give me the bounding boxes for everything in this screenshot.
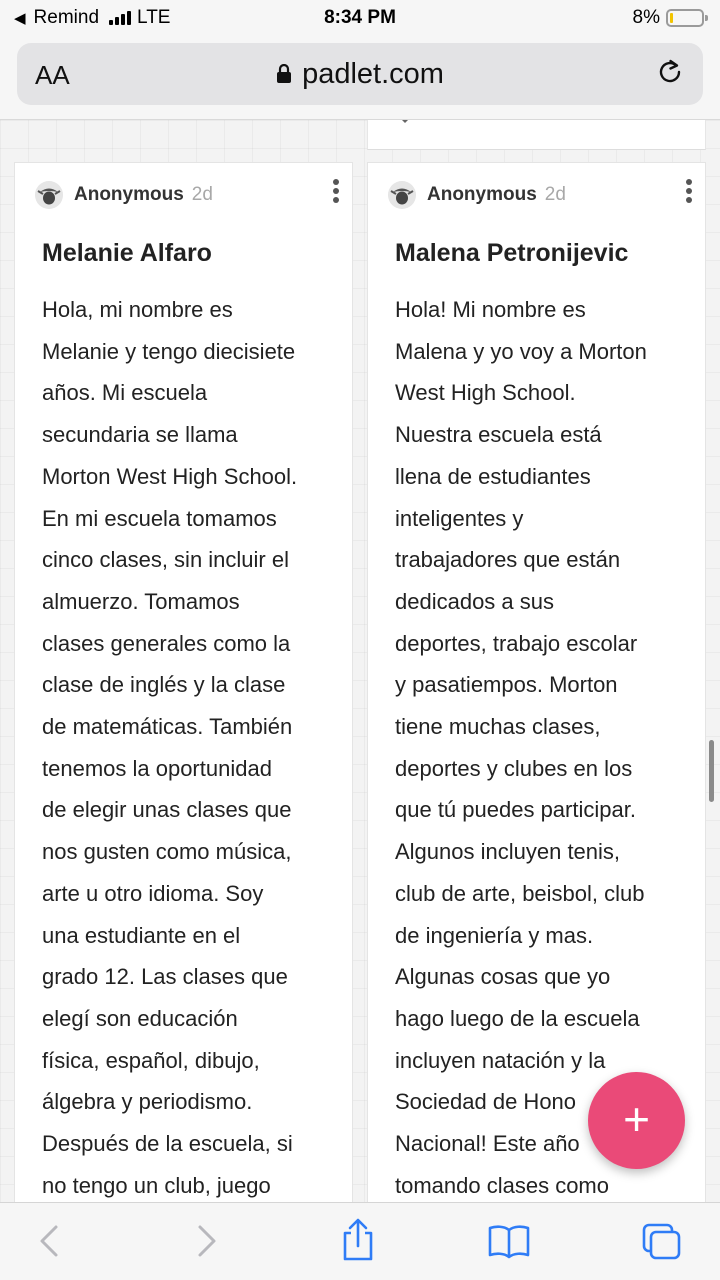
post-body-line: incluyen natación y la: [395, 1047, 606, 1073]
post-body-line: Nuestra escuela está: [395, 422, 602, 448]
post-body: [42, 289, 342, 1202]
post-body-line: física, español, dibujo,: [42, 1047, 260, 1073]
post-body-line: de elegir unas clases que: [42, 797, 292, 823]
post-body-line: nos gusten como música,: [42, 839, 292, 865]
add-post-button[interactable]: +: [588, 1072, 685, 1169]
more-options-icon[interactable]: [330, 177, 342, 207]
address-bar[interactable]: [17, 43, 703, 105]
post-body: [395, 289, 695, 1202]
post-body-line: deportes, trabajo escolar: [395, 630, 638, 656]
battery-status: [633, 7, 704, 29]
post-body-line: años. Mi escuela: [42, 380, 208, 406]
post-body-line: deportes y clubes en los: [395, 755, 633, 781]
previous-post-edge: [367, 120, 706, 150]
post-body-line: En mi escuela tomamos: [42, 505, 277, 531]
post-body-line: de matemáticas. También: [42, 714, 293, 740]
post-body-line: tiene muchas clases,: [395, 714, 601, 740]
url-display[interactable]: [17, 58, 703, 91]
post-body-line: West High School.: [395, 380, 576, 406]
post-title: Melanie Alfaro: [42, 239, 212, 267]
post-body-line: club de arte, beisbol, club: [395, 880, 645, 906]
avatar: [388, 181, 416, 209]
status-bar: [0, 0, 720, 38]
post-body-line: Melanie y tengo diecisiete: [42, 338, 296, 364]
post-body-line: y pasatiempos. Morton: [395, 672, 618, 698]
post-body-line: tenemos la oportunidad: [42, 755, 272, 781]
post-body-line: Morton West High School.: [42, 463, 298, 489]
post-body-line: clase de inglés y la clase: [42, 672, 286, 698]
avatar: [35, 181, 63, 209]
post-body-line: que tú puedes participar.: [395, 797, 636, 823]
post-header: [35, 181, 352, 211]
post-body-line: Algunas cosas que yo: [395, 964, 611, 990]
post-body-line: grado 12. Las clases que: [42, 964, 288, 990]
post-body-line: almuerzo. Tomamos: [42, 588, 240, 614]
author-name: Anonymous: [427, 184, 537, 205]
post-body-line: arte u otro idioma. Soy: [42, 880, 264, 906]
post-body-line: inteligentes y: [395, 505, 524, 531]
more-options-icon[interactable]: [683, 177, 695, 207]
post-body-line: elegí son educación: [42, 1005, 238, 1031]
post-body-line: de ingeniería y mas.: [395, 922, 594, 948]
post-body-line: llena de estudiantes: [395, 463, 591, 489]
lock-icon: [276, 64, 292, 84]
text-size-label: AA: [35, 60, 70, 90]
browser-header: [0, 38, 720, 120]
back-app-label: Remind: [33, 7, 100, 28]
url-text: padlet.com: [302, 58, 444, 90]
post-body-line: una estudiante en el: [42, 922, 241, 948]
post-body-line: tomando clases como: [395, 1172, 609, 1198]
post-body-line: no tengo un club, juego: [42, 1172, 271, 1198]
post-card[interactable]: [367, 162, 706, 1202]
scroll-indicator[interactable]: [709, 740, 714, 802]
post-title: Malena Petronijevic: [395, 239, 629, 267]
post-body-line: Algunos incluyen tenis,: [395, 839, 621, 865]
post-body-line: Hola, mi nombre es: [42, 297, 233, 322]
clock: 8:34 PM: [324, 7, 396, 28]
share-icon[interactable]: [337, 1217, 379, 1263]
browser-toolbar: [0, 1202, 720, 1280]
network-label: LTE: [137, 7, 171, 28]
tabs-icon[interactable]: [640, 1221, 684, 1261]
caret-icon[interactable]: [396, 120, 414, 123]
post-author: [74, 184, 213, 206]
post-body-line: cinco clases, sin incluir el: [42, 547, 289, 573]
post-age: 2d: [544, 184, 566, 205]
post-body-line: Malena y yo voy a Morton: [395, 338, 647, 364]
author-name: Anonymous: [74, 184, 184, 205]
post-body-line: Después de la escuela, si: [42, 1131, 293, 1157]
forward-icon[interactable]: [186, 1221, 226, 1261]
post-body-line: dedicados a sus: [395, 588, 554, 614]
back-triangle-icon: ◀: [14, 10, 26, 27]
post-body-line: hago luego de la escuela: [395, 1005, 640, 1031]
post-body-line: Hola! Mi nombre es: [395, 297, 586, 322]
post-author: [427, 184, 566, 206]
padlet-board: [0, 120, 720, 1202]
battery-percent: 8%: [632, 7, 660, 28]
back-icon[interactable]: [30, 1221, 70, 1261]
bookmarks-icon[interactable]: [486, 1221, 532, 1261]
post-age: 2d: [191, 184, 213, 205]
post-body-line: Sociedad de Hono: [395, 1089, 577, 1115]
post-body-line: Nacional! Este año: [395, 1131, 580, 1157]
post-body-line: clases generales como la: [42, 630, 291, 656]
post-header: [388, 181, 705, 211]
post-body-line: álgebra y periodismo.: [42, 1089, 253, 1115]
battery-icon: [666, 9, 704, 27]
post-body-line: secundaria se llama: [42, 422, 238, 448]
post-card[interactable]: [14, 162, 353, 1202]
post-body-line: trabajadores que están: [395, 547, 621, 573]
reload-icon[interactable]: [655, 57, 685, 87]
